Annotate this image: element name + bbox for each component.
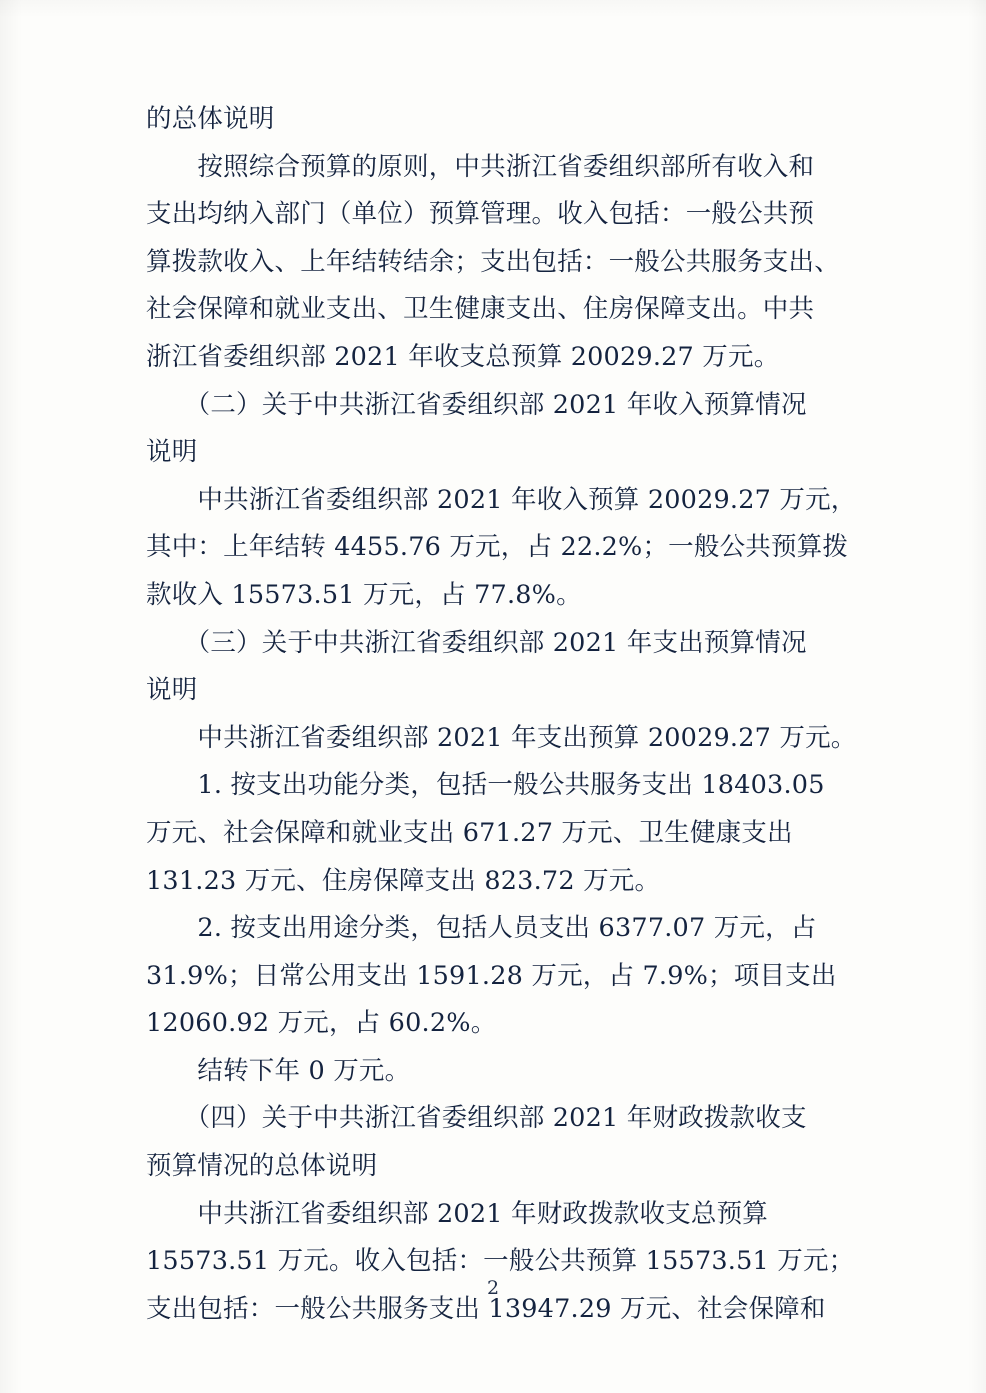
body-line: 15573.51 万元。收入包括：一般公共预算 15573.51 万元； [146, 1246, 855, 1277]
body-line: 1. 按支出功能分类，包括一般公共服务支出 18403.05 [146, 770, 825, 801]
body-line: 浙江省委组织部 2021 年收支总预算 20029.27 万元。 [146, 341, 780, 372]
body-line: 按照综合预算的原则，中共浙江省委组织部所有收入和 [146, 151, 815, 182]
body-line: （二）关于中共浙江省委组织部 2021 年收入预算情况 [146, 389, 807, 420]
body-line: 支出均纳入部门（单位）预算管理。收入包括：一般公共预 [146, 199, 815, 230]
body-line: 其中：上年结转 4455.76 万元，占 22.2%；一般公共预算拨 [146, 532, 849, 563]
body-line: 万元、社会保障和就业支出 671.27 万元、卫生健康支出 [146, 817, 793, 848]
body-line: 中共浙江省委组织部 2021 年财政拨款收支总预算 [146, 1198, 769, 1229]
body-line: 说明 [146, 675, 198, 706]
body-line: 12060.92 万元，占 60.2%。 [146, 1008, 497, 1039]
page-number: 2 [486, 1277, 500, 1299]
body-line: 预算情况的总体说明 [146, 1151, 378, 1182]
body-line: （四）关于中共浙江省委组织部 2021 年财政拨款收支 [146, 1103, 807, 1134]
body-line: 31.9%；日常公用支出 1591.28 万元，占 7.9%；项目支出 [146, 960, 837, 991]
body-line: 的总体说明 [146, 104, 275, 134]
body-line: 结转下年 0 万元。 [146, 1055, 411, 1086]
body-line: 中共浙江省委组织部 2021 年收入预算 20029.27 万元， [146, 484, 857, 515]
body-line: 款收入 15573.51 万元，占 77.8%。 [146, 579, 582, 610]
body-line: 2. 按支出用途分类，包括人员支出 6377.07 万元，占 [146, 913, 817, 944]
document-body [146, 96, 862, 1333]
body-line: 算拨款收入、上年结转结余；支出包括：一般公共服务支出、 [146, 246, 840, 277]
body-line: 支出包括：一般公共服务支出 13947.29 万元、社会保障和 [146, 1293, 826, 1324]
body-line: 中共浙江省委组织部 2021 年支出预算 20029.27 万元。 [146, 722, 857, 753]
body-line: 131.23 万元、住房保障支出 823.72 万元。 [146, 865, 661, 896]
body-line: 说明 [146, 437, 198, 468]
body-line: （三）关于中共浙江省委组织部 2021 年支出预算情况 [146, 627, 807, 658]
body-line: 社会保障和就业支出、卫生健康支出、住房保障支出。中共 [146, 294, 815, 325]
